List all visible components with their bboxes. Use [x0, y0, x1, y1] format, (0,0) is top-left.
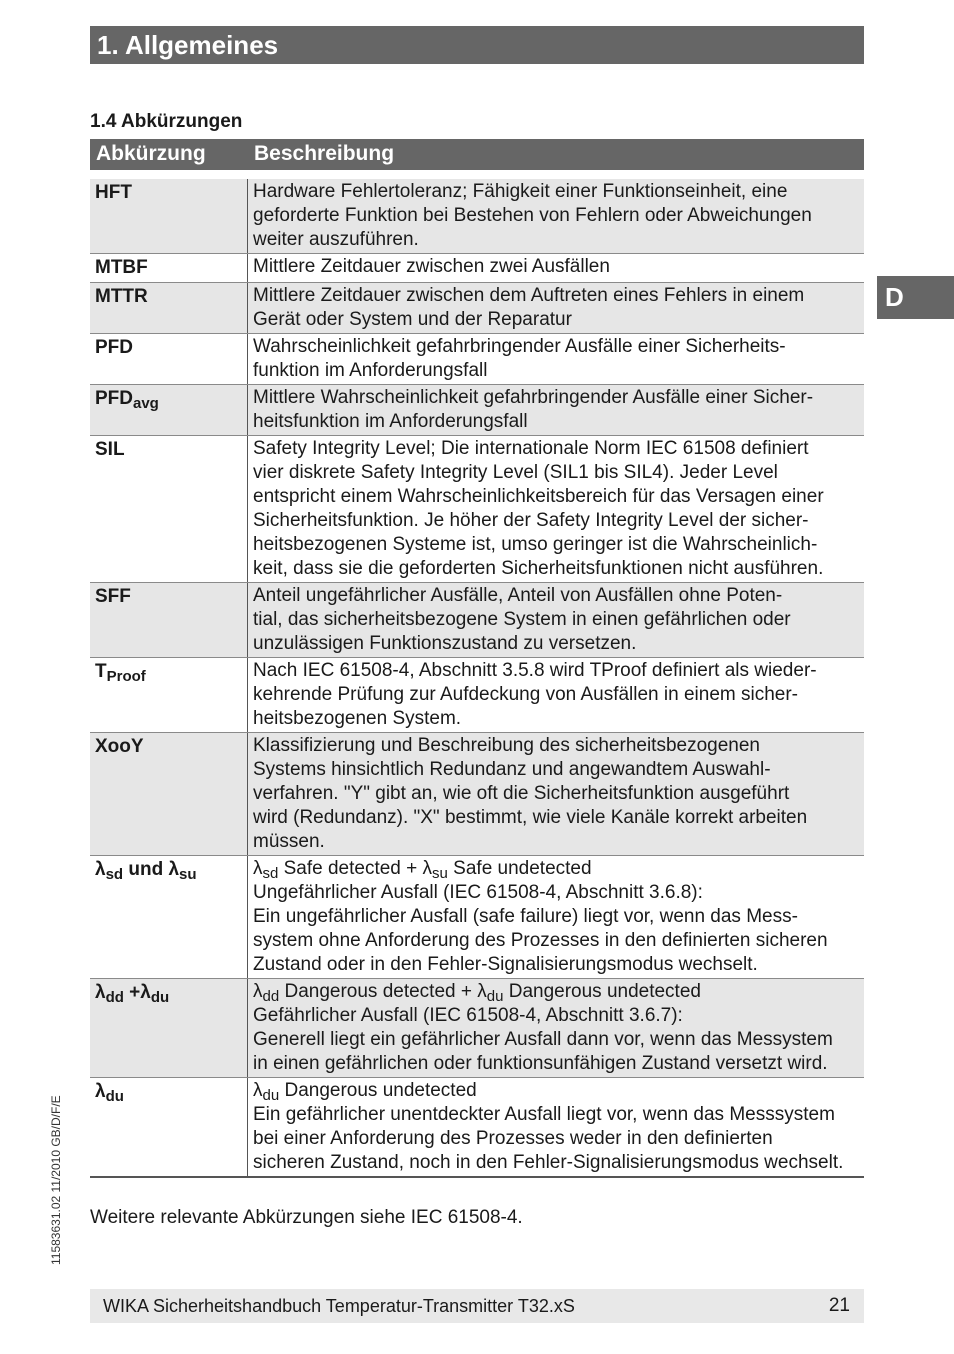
description-line: entspricht einem Wahrscheinlichkeitsbereich für das Versagen einer: [253, 486, 824, 507]
symbol-subscript: sd: [262, 865, 279, 882]
symbol-subscript: dd: [262, 988, 280, 1005]
abbreviation-text: MTTR: [95, 286, 148, 307]
description-cell: [248, 658, 864, 732]
header-description: Beschreibung: [254, 142, 395, 165]
description-cell: [248, 334, 864, 384]
abbreviation-cell: [90, 385, 248, 435]
description-line: Gefährlicher Ausfall (IEC 61508-4, Abschnitt 3.6.7):: [253, 1005, 683, 1026]
symbol-subscript: su: [432, 865, 448, 882]
description-cell: [248, 385, 864, 435]
abbreviation-cell: [90, 254, 248, 282]
description-line: heitsfunktion im Anforderungsfall: [253, 411, 528, 432]
abbreviation-subscript: sd: [105, 866, 124, 883]
abbreviation-subscript: dd: [105, 989, 124, 1006]
abbreviation-text: +λ: [123, 982, 151, 1003]
page-number: 21: [828, 1295, 850, 1316]
description-line: bei einer Anforderung des Prozesses weder in den definierten: [253, 1128, 773, 1149]
description-line: Ein ungefährlicher Ausfall (safe failure) liegt vor, wenn das Mess-: [253, 906, 798, 927]
table-row: [90, 732, 864, 855]
abbreviation-cell: [90, 334, 248, 384]
description-line: Wahrscheinlichkeit gefahrbringender Ausfälle einer Sicherheits-: [253, 336, 786, 357]
symbol: λ: [253, 1080, 263, 1101]
section-title: 1.4 Abkürzungen: [90, 111, 243, 132]
description-line: [253, 857, 862, 881]
description-line: Nach IEC 61508-4, Abschnitt 3.5.8 wird TProof definiert als wieder-: [253, 660, 817, 681]
description-line: Mittlere Zeitdauer zwischen dem Auftreten eines Fehlers in einem: [253, 285, 805, 306]
abbreviation-subscript: su: [179, 866, 197, 883]
abbreviation-text: T: [95, 661, 107, 682]
language-tab: D: [877, 276, 954, 319]
table-row: [90, 657, 864, 732]
description-line: geforderte Funktion bei Bestehen von Fehlern oder Abweichungen: [253, 205, 812, 226]
abbreviation-text: λ: [95, 982, 106, 1003]
abbreviation-cell: [90, 658, 248, 732]
description-text: Safe detected + λ: [278, 858, 433, 879]
abbreviation-text: XooY: [95, 736, 144, 757]
description-line: Mittlere Zeitdauer zwischen zwei Ausfällen: [253, 256, 610, 277]
description-line: Zustand oder in den Fehler-Signalisierungsmodus wechselt.: [253, 954, 758, 975]
description-line: weiter auszuführen.: [253, 229, 419, 250]
abbreviation-cell: [90, 856, 248, 978]
abbreviation-text: PFD: [95, 337, 133, 358]
abbreviation-subscript: du: [150, 989, 170, 1006]
symbol: λ: [253, 981, 263, 1002]
description-text: Dangerous undetected: [503, 981, 701, 1002]
abbreviation-cell: [90, 733, 248, 855]
description-line: wird (Redundanz). "X" bestimmt, wie viele Kanäle korrekt arbeiten: [253, 807, 808, 828]
abbreviation-cell: [90, 979, 248, 1077]
chapter-heading: 1. Allgemeines: [90, 26, 864, 64]
description-cell: [248, 283, 864, 333]
description-line: Safety Integrity Level; Die internationale Norm IEC 61508 definiert: [253, 438, 809, 459]
table-row: [90, 282, 864, 333]
abbreviation-cell: [90, 1078, 248, 1176]
description-line: system ohne Anforderung des Prozesses in den definierten sicheren: [253, 930, 828, 951]
table-row: [90, 384, 864, 435]
description-line: in einen gefährlichen oder funktionsunfähigen Zustand versetzt wird.: [253, 1053, 828, 1074]
abbreviation-text: HFT: [95, 182, 132, 203]
description-line: tial, das sicherheitsbezogene System in einen gefährlichen oder: [253, 609, 791, 630]
description-cell: [248, 436, 864, 582]
description-line: Gerät oder System und der Reparatur: [253, 309, 572, 330]
description-cell: [248, 179, 864, 253]
table-row: [90, 582, 864, 657]
description-line: Ungefährlicher Ausfall (IEC 61508-4, Abschnitt 3.6.8):: [253, 882, 703, 903]
description-line: vier diskrete Safety Integrity Level (SIL1 bis SIL4). Jeder Level: [253, 462, 778, 483]
description-line: Mittlere Wahrscheinlichkeit gefahrbringender Ausfälle einer Sicher-: [253, 387, 814, 408]
description-text: Dangerous undetected: [279, 1080, 477, 1101]
abbreviation-text: PFD: [95, 388, 133, 409]
table-row: [90, 179, 864, 253]
description-line: keit, dass sie die geforderten Sicherheitsfunktionen nicht ausführen.: [253, 558, 824, 579]
header-abbreviation: Abkürzung: [96, 142, 206, 165]
abbreviation-cell: [90, 283, 248, 333]
description-line: Sicherheitsfunktion. Je höher der Safety Integrity Level der sicher-: [253, 510, 809, 531]
description-line: Hardware Fehlertoleranz; Fähigkeit einer Funktionseinheit, eine: [253, 181, 788, 202]
abbreviation-table: [90, 179, 864, 1178]
description-text: Safe undetected: [447, 858, 592, 879]
description-line: Systems hinsichtlich Redundanz und angewandtem Auswahl-: [253, 759, 771, 780]
table-row: [90, 978, 864, 1077]
document-code: 11583631.02 11/2010 GB/D/F/E: [49, 1095, 63, 1265]
footnote: Weitere relevante Abkürzungen siehe IEC 61508-4.: [90, 1207, 523, 1228]
table-header: [90, 139, 864, 170]
description-line: unzulässigen Funktionszustand zu versetzen.: [253, 633, 637, 654]
abbreviation-subscript: du: [105, 1088, 124, 1105]
description-line: heitsbezogenen Systeme ist, umso geringer ist die Wahrscheinlich-: [253, 534, 818, 555]
description-cell: [248, 1078, 864, 1176]
description-line: kehrende Prüfung zur Aufdeckung von Ausfällen in einem sicher-: [253, 684, 798, 705]
abbreviation-subscript: avg: [133, 395, 159, 412]
abbreviation-text: λ: [95, 859, 106, 880]
description-cell: [248, 733, 864, 855]
abbreviation-text: SIL: [95, 439, 125, 460]
abbreviation-text: SFF: [95, 586, 131, 607]
description-cell: [248, 979, 864, 1077]
description-cell: [248, 583, 864, 657]
description-line: funktion im Anforderungsfall: [253, 360, 488, 381]
symbol: λ: [253, 858, 263, 879]
table-row: [90, 855, 864, 978]
page-footer: [90, 1289, 864, 1323]
description-text: Dangerous detected + λ: [279, 981, 487, 1002]
description-line: verfahren. "Y" gibt an, wie oft die Sicherheitsfunktion ausgeführt: [253, 783, 790, 804]
description-line: heitsbezogenen System.: [253, 708, 462, 729]
description-line: Anteil ungefährlicher Ausfälle, Anteil von Ausfällen ohne Poten-: [253, 585, 783, 606]
description-line: [253, 1079, 862, 1103]
table-row: [90, 333, 864, 384]
abbreviation-cell: [90, 583, 248, 657]
footer-title: WIKA Sicherheitshandbuch Temperatur-Transmitter T32.xS: [103, 1296, 575, 1316]
description-line: Klassifizierung und Beschreibung des sicherheitsbezogenen: [253, 735, 760, 756]
symbol-subscript: du: [486, 988, 504, 1005]
abbreviation-cell: [90, 436, 248, 582]
abbreviation-cell: [90, 179, 248, 253]
abbreviation-text: MTBF: [95, 257, 148, 278]
description-line: Generell liegt ein gefährlicher Ausfall dann vor, wenn das Messystem: [253, 1029, 833, 1050]
table-row: [90, 435, 864, 582]
description-line: [253, 980, 862, 1004]
description-line: Ein gefährlicher unentdeckter Ausfall liegt vor, wenn das Messsystem: [253, 1104, 835, 1125]
table-row: [90, 1077, 864, 1176]
table-row: [90, 253, 864, 282]
description-cell: [248, 254, 864, 282]
description-line: müssen.: [253, 831, 325, 852]
abbreviation-text: und λ: [123, 859, 180, 880]
description-cell: [248, 856, 864, 978]
abbreviation-subscript: Proof: [106, 668, 146, 685]
symbol-subscript: du: [262, 1087, 280, 1104]
abbreviation-text: λ: [95, 1081, 106, 1102]
description-line: sicheren Zustand, noch in den Fehler-Signalisierungsmodus wechselt.: [253, 1152, 844, 1173]
